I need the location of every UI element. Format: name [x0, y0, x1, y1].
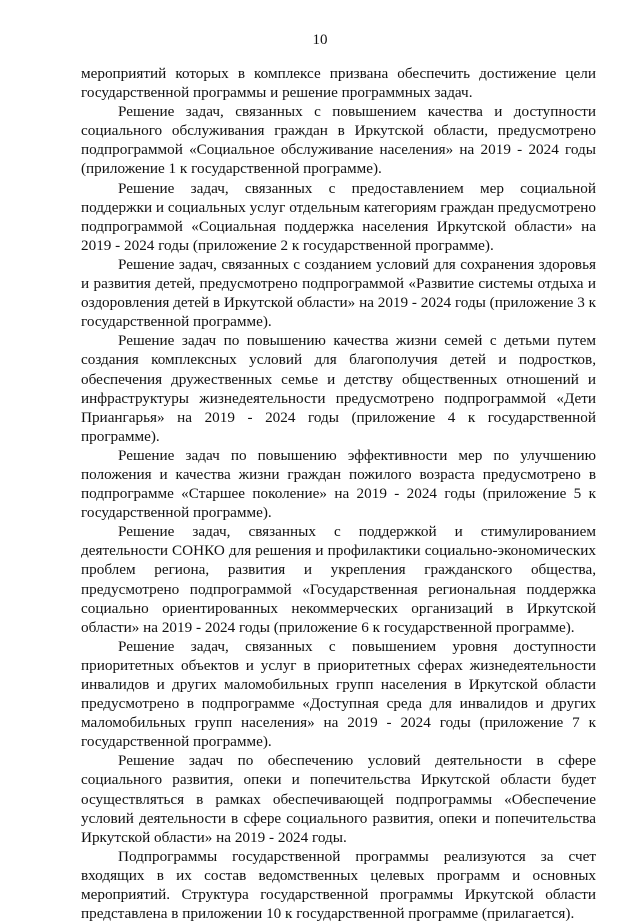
page-number: 10 [312, 32, 328, 48]
document-body [81, 64, 596, 923]
paragraph-older-generation: Решение задач по повышению эффективности мер по улучшению положения и качества жизни граждан пожилого возраста предусмотрено в подпрограмме «Старшее поколение» на 2019 - 2024 годы (приложение 5 к государственной программе). [81, 446, 596, 522]
paragraph-support-subprogram: Решение задач по обеспечению условий деятельности в сфере социального развития, опеки и попечительства Иркутской области будет осуществляться в рамках обеспечивающей подпрограммы «Обеспечение условий деятельности в сфере социального развития, опеки и попечительства Иркутской области» на 2019 - 2024 годы. [81, 752, 596, 846]
paragraph-children-of-priangarye: Решение задач по повышению качества жизни семей с детьми путем создания комплексных условий для благополучия детей и подростков, обеспечения дружественных семье и детству общественных отношений и инфраструктуры жизнедеятельности предусмотрено подпрограммой «Дети Приангарья» на 2019 - 2024 годы (приложение 4 к государственной программе). [81, 332, 596, 445]
paragraph-nko-support: Решение задач, связанных с поддержкой и стимулированием деятельности СОНКО для решения и профилактики социально-экономических проблем региона, развития и укрепления гражданского общества, предусмотрено подпрограммой «Государственная региональная поддержка социально ориентированных некоммерческих организаций в Иркутской области» на 2019 - 2024 годы (приложение 6 к государственной программе). [81, 523, 596, 636]
paragraph-accessible-environment: Решение задач, связанных с повышением уровня доступности приоритетных объектов и услуг в приоритетных сферах жизнедеятельности инвалидов и других маломобильных групп населения в Иркутской области предусмотрено в подпрограмме «Доступная среда для инвалидов и других маломобильных групп населения» на 2019 - 2024 годы (приложение 7 к государственной программе). [81, 637, 596, 751]
paragraph-continuation: мероприятий которых в комплексе призвана обеспечить достижение цели государственной программы и решение программных задач. [81, 65, 596, 102]
paragraph-social-services: Решение задач, связанных с повышением качества и доступности социального обслуживания граждан в Иркутской области, предусмотрено подпрограммой «Социальное обслуживание населения» на 2019 - 2024 годы (приложение 1 к государственной программе). [81, 103, 596, 178]
paragraph-social-support: Решение задач, связанных с предоставлением мер социальной поддержки и социальных услуг отдельным категориям граждан предусмотрено подпрограммой «Социальная поддержка населения Иркутской области» на 2019 - 2024 годы (приложение 2 к государственной программе). [81, 179, 596, 254]
paragraph-program-structure: Подпрограммы государственной программы реализуются за счет входящих в их состав ведомственных целевых программ и основных мероприятий. Структура государственной программы Иркутской области представлена в приложении 10 к государственной программе (прилагается). [81, 847, 596, 923]
paragraph-children-recreation: Решение задач, связанных с созданием условий для сохранения здоровья и развития детей, предусмотрено подпрограммой «Развитие системы отдыха и оздоровления детей в Иркутской области» на 2019 - 2024 годы (приложение 3 к государственной программе). [81, 255, 596, 331]
